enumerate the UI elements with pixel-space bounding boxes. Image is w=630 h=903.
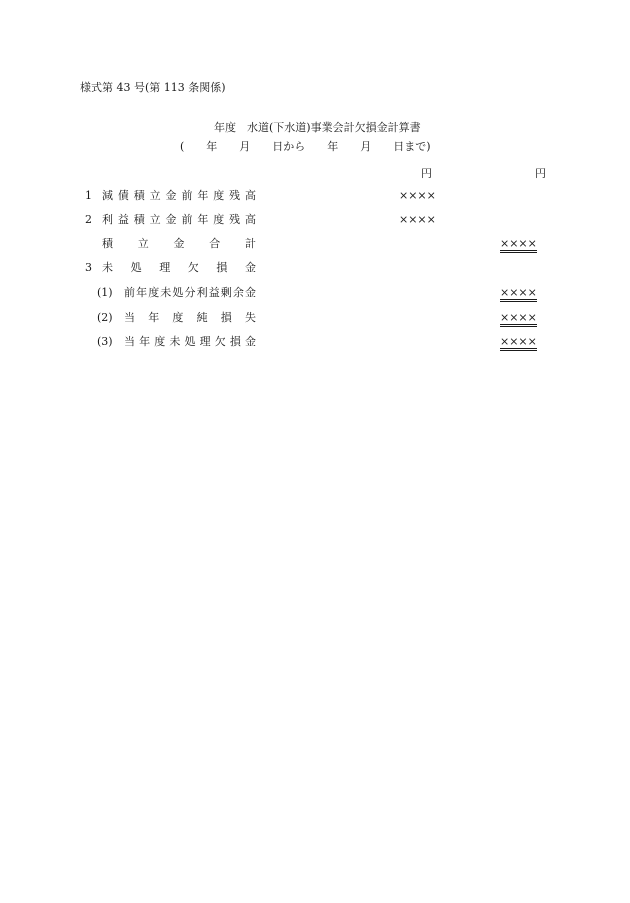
row-number-2: 2 bbox=[85, 213, 92, 226]
subrow-label-3-text: 当年度未処理欠損金 bbox=[124, 335, 256, 348]
row-number-3: 3 bbox=[85, 261, 92, 274]
subrow-label-1-text: 前年度未処分利益剰余金 bbox=[124, 286, 256, 299]
subrow-label-2 bbox=[124, 311, 256, 325]
subrow-value-1-col2: ×××× bbox=[500, 286, 537, 302]
row-label-2 bbox=[102, 213, 256, 227]
row-label-2-text: 利益積立金前年度残高 bbox=[102, 213, 256, 226]
row-label-total bbox=[102, 237, 256, 251]
subrow-label-2-text: 当年度純損失 bbox=[124, 311, 256, 324]
period-line: ( 年 月 日から 年 月 日まで) bbox=[180, 140, 431, 153]
subrow-value-3-col2: ×××× bbox=[500, 335, 537, 351]
unit-yen-col2: 円 bbox=[535, 167, 546, 180]
subrow-label-1 bbox=[124, 286, 256, 300]
row-label-3-text: 未処理欠損金 bbox=[102, 261, 256, 274]
row-number-1: 1 bbox=[85, 189, 92, 202]
row-label-1 bbox=[102, 189, 256, 203]
subrow-value-2-col2: ×××× bbox=[500, 311, 537, 327]
row-value-1-col1: ×××× bbox=[399, 189, 436, 202]
row-label-1-text: 減債積立金前年度残高 bbox=[102, 189, 256, 202]
subrow-number-1: (1) bbox=[97, 286, 113, 299]
row-label-3 bbox=[102, 261, 256, 275]
row-value-total-col2: ×××× bbox=[500, 237, 537, 253]
subrow-number-3: (3) bbox=[97, 335, 113, 348]
row-label-total-text: 積立金合計 bbox=[102, 237, 256, 250]
document-title: 年度 水道(下水道)事業会計欠損金計算書 bbox=[214, 121, 421, 134]
subrow-number-2: (2) bbox=[97, 311, 113, 324]
form-number: 様式第 43 号(第 113 条関係) bbox=[80, 81, 226, 94]
unit-yen-col1: 円 bbox=[421, 167, 432, 180]
subrow-label-3 bbox=[124, 335, 256, 349]
row-value-2-col1: ×××× bbox=[399, 213, 436, 226]
